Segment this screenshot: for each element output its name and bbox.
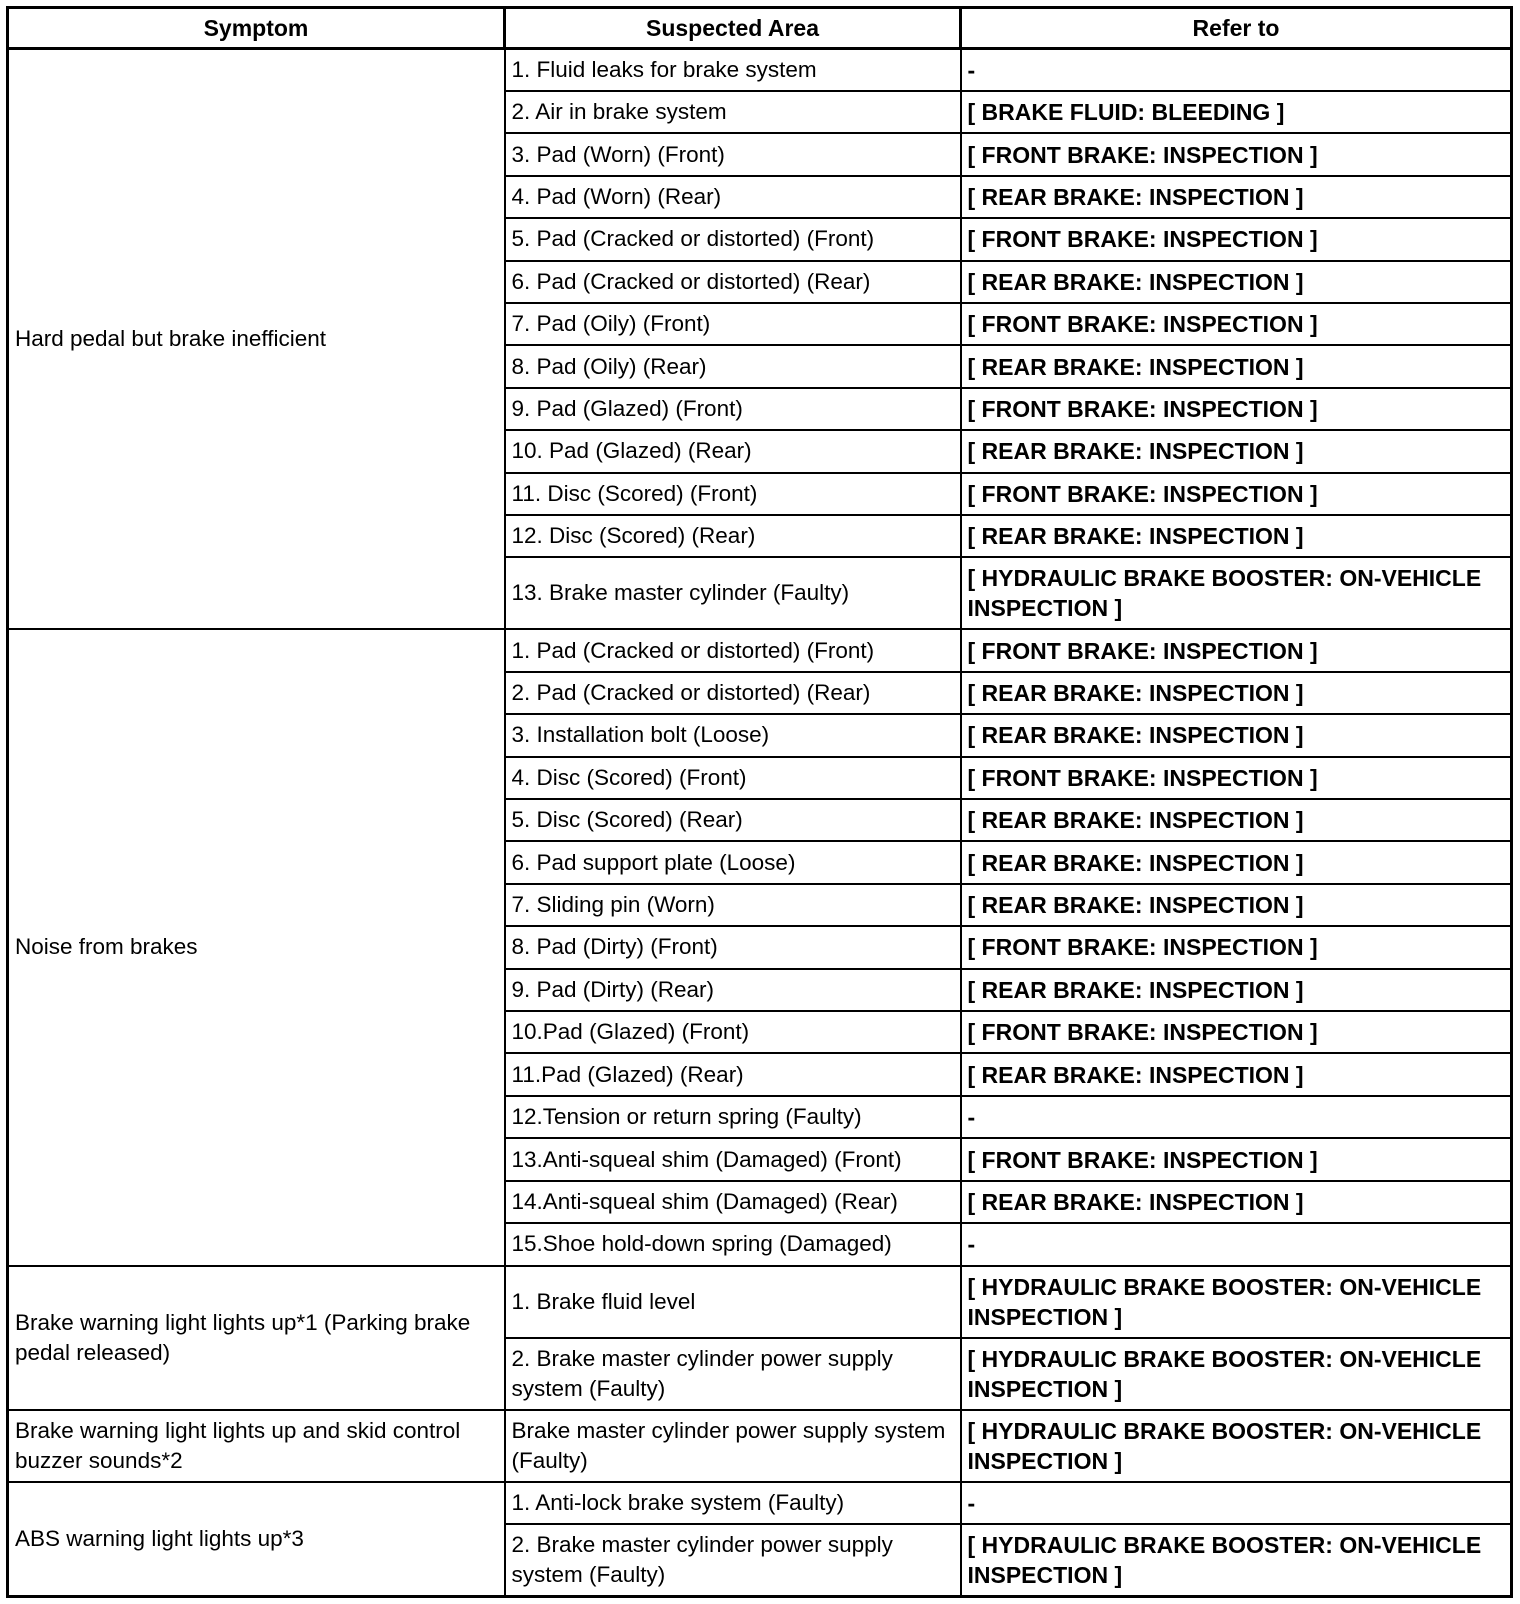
table-row: [8, 1482, 1512, 1524]
table-row: [8, 49, 1512, 91]
refer-to-cell: [ HYDRAULIC BRAKE BOOSTER: ON-VEHICLE INSPECTION ]: [961, 1266, 1512, 1338]
suspected-area-cell: 12.Tension or return spring (Faulty): [505, 1096, 961, 1138]
refer-to-cell: [ FRONT BRAKE: INSPECTION ]: [961, 926, 1512, 968]
refer-to-cell: [ REAR BRAKE: INSPECTION ]: [961, 1181, 1512, 1223]
suspected-area-cell: 10. Pad (Glazed) (Rear): [505, 430, 961, 472]
suspected-area-cell: 8. Pad (Oily) (Rear): [505, 345, 961, 387]
refer-to-cell: [ REAR BRAKE: INSPECTION ]: [961, 515, 1512, 557]
refer-to-cell: [ REAR BRAKE: INSPECTION ]: [961, 884, 1512, 926]
suspected-area-cell: 7. Pad (Oily) (Front): [505, 303, 961, 345]
suspected-area-cell: 1. Fluid leaks for brake system: [505, 49, 961, 91]
refer-to-cell: [ REAR BRAKE: INSPECTION ]: [961, 714, 1512, 756]
refer-to-cell: -: [961, 1096, 1512, 1138]
suspected-area-cell: 5. Pad (Cracked or distorted) (Front): [505, 218, 961, 260]
suspected-area-cell: 7. Sliding pin (Worn): [505, 884, 961, 926]
refer-to-cell: [ HYDRAULIC BRAKE BOOSTER: ON-VEHICLE INSPECTION ]: [961, 557, 1512, 629]
suspected-area-cell: 11. Disc (Scored) (Front): [505, 473, 961, 515]
refer-to-cell: [ FRONT BRAKE: INSPECTION ]: [961, 1011, 1512, 1053]
table-row: [8, 629, 1512, 671]
troubleshooting-table: [6, 6, 1513, 1598]
refer-to-cell: [ REAR BRAKE: INSPECTION ]: [961, 430, 1512, 472]
suspected-area-cell: 9. Pad (Glazed) (Front): [505, 388, 961, 430]
suspected-area-cell: 2. Air in brake system: [505, 91, 961, 133]
refer-to-cell: [ FRONT BRAKE: INSPECTION ]: [961, 218, 1512, 260]
suspected-area-cell: 6. Pad support plate (Loose): [505, 841, 961, 883]
refer-to-cell: [ FRONT BRAKE: INSPECTION ]: [961, 629, 1512, 671]
suspected-area-cell: 2. Pad (Cracked or distorted) (Rear): [505, 672, 961, 714]
suspected-area-cell: 2. Brake master cylinder power supply system (Faulty): [505, 1524, 961, 1596]
suspected-area-cell: 1. Pad (Cracked or distorted) (Front): [505, 629, 961, 671]
refer-to-cell: [ FRONT BRAKE: INSPECTION ]: [961, 473, 1512, 515]
symptom-cell: Noise from brakes: [8, 629, 505, 1265]
suspected-area-cell: 9. Pad (Dirty) (Rear): [505, 969, 961, 1011]
suspected-area-cell: 3. Installation bolt (Loose): [505, 714, 961, 756]
refer-to-cell: [ REAR BRAKE: INSPECTION ]: [961, 672, 1512, 714]
refer-to-cell: [ FRONT BRAKE: INSPECTION ]: [961, 133, 1512, 175]
suspected-area-cell: 3. Pad (Worn) (Front): [505, 133, 961, 175]
refer-to-cell: [ HYDRAULIC BRAKE BOOSTER: ON-VEHICLE INSPECTION ]: [961, 1410, 1512, 1482]
refer-to-cell: [ BRAKE FLUID: BLEEDING ]: [961, 91, 1512, 133]
refer-to-cell: [ FRONT BRAKE: INSPECTION ]: [961, 757, 1512, 799]
suspected-area-cell: 13.Anti-squeal shim (Damaged) (Front): [505, 1138, 961, 1180]
symptom-cell: ABS warning light lights up*3: [8, 1482, 505, 1597]
table-row: [8, 1266, 1512, 1338]
suspected-area-cell: 10.Pad (Glazed) (Front): [505, 1011, 961, 1053]
table-body: [8, 49, 1512, 1597]
suspected-area-cell: 12. Disc (Scored) (Rear): [505, 515, 961, 557]
suspected-area-cell: 1. Anti-lock brake system (Faulty): [505, 1482, 961, 1524]
suspected-area-cell: 4. Disc (Scored) (Front): [505, 757, 961, 799]
suspected-area-cell: 8. Pad (Dirty) (Front): [505, 926, 961, 968]
refer-to-cell: -: [961, 49, 1512, 91]
refer-to-cell: [ REAR BRAKE: INSPECTION ]: [961, 799, 1512, 841]
suspected-area-cell: 1. Brake fluid level: [505, 1266, 961, 1338]
table-row: [8, 1410, 1512, 1482]
refer-to-cell: [ HYDRAULIC BRAKE BOOSTER: ON-VEHICLE INSPECTION ]: [961, 1524, 1512, 1596]
refer-to-cell: [ REAR BRAKE: INSPECTION ]: [961, 841, 1512, 883]
refer-to-cell: [ FRONT BRAKE: INSPECTION ]: [961, 303, 1512, 345]
symptom-cell: Hard pedal but brake inefficient: [8, 49, 505, 630]
refer-to-cell: [ REAR BRAKE: INSPECTION ]: [961, 1053, 1512, 1095]
refer-to-cell: [ FRONT BRAKE: INSPECTION ]: [961, 388, 1512, 430]
suspected-area-cell: 11.Pad (Glazed) (Rear): [505, 1053, 961, 1095]
suspected-area-cell: 15.Shoe hold-down spring (Damaged): [505, 1223, 961, 1265]
suspected-area-cell: 13. Brake master cylinder (Faulty): [505, 557, 961, 629]
symptom-cell: Brake warning light lights up*1 (Parking brake pedal released): [8, 1266, 505, 1410]
refer-to-cell: [ REAR BRAKE: INSPECTION ]: [961, 176, 1512, 218]
refer-to-cell: [ FRONT BRAKE: INSPECTION ]: [961, 1138, 1512, 1180]
suspected-area-cell: 6. Pad (Cracked or distorted) (Rear): [505, 261, 961, 303]
suspected-area-cell: Brake master cylinder power supply system (Faulty): [505, 1410, 961, 1482]
suspected-area-cell: 14.Anti-squeal shim (Damaged) (Rear): [505, 1181, 961, 1223]
suspected-area-cell: 4. Pad (Worn) (Rear): [505, 176, 961, 218]
refer-to-cell: [ HYDRAULIC BRAKE BOOSTER: ON-VEHICLE INSPECTION ]: [961, 1338, 1512, 1410]
header-suspected-area: Suspected Area: [505, 8, 961, 49]
suspected-area-cell: 5. Disc (Scored) (Rear): [505, 799, 961, 841]
refer-to-cell: -: [961, 1223, 1512, 1265]
symptom-cell: Brake warning light lights up and skid control buzzer sounds*2: [8, 1410, 505, 1482]
refer-to-cell: [ REAR BRAKE: INSPECTION ]: [961, 969, 1512, 1011]
header-symptom: Symptom: [8, 8, 505, 49]
refer-to-cell: [ REAR BRAKE: INSPECTION ]: [961, 261, 1512, 303]
header-row: [8, 8, 1512, 49]
refer-to-cell: -: [961, 1482, 1512, 1524]
header-refer-to: Refer to: [961, 8, 1512, 49]
refer-to-cell: [ REAR BRAKE: INSPECTION ]: [961, 345, 1512, 387]
suspected-area-cell: 2. Brake master cylinder power supply system (Faulty): [505, 1338, 961, 1410]
